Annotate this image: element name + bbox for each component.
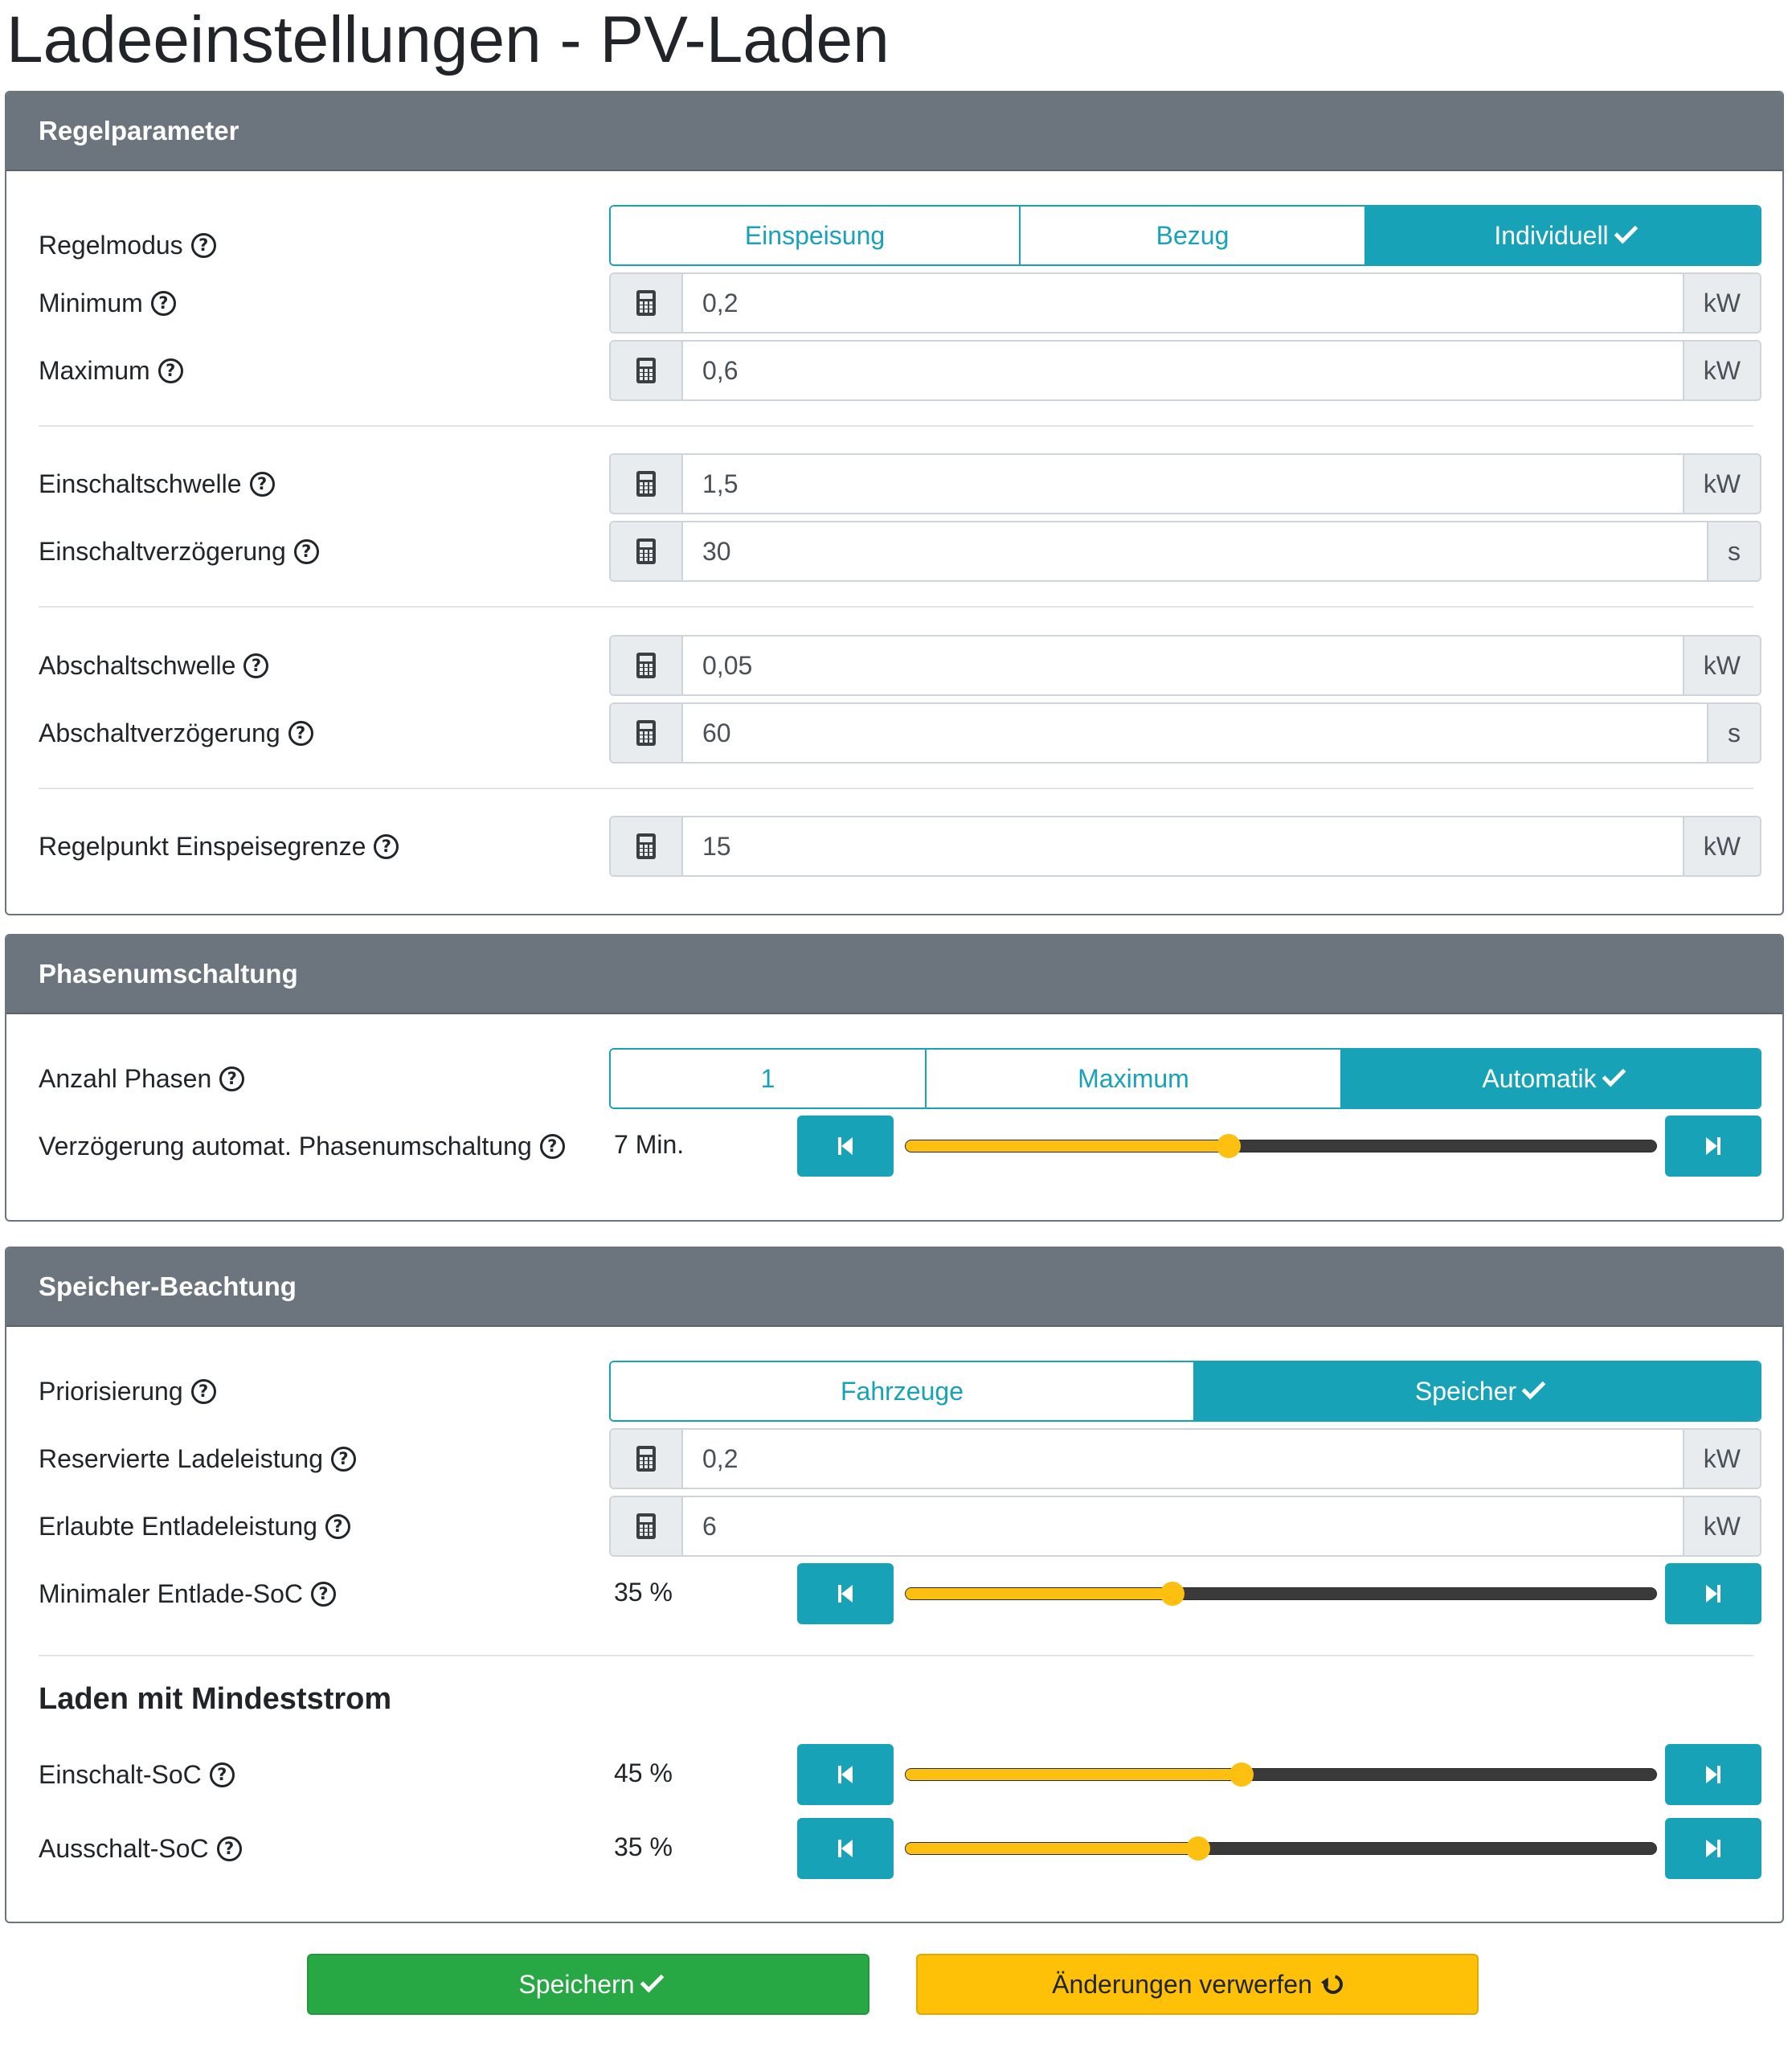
help-icon[interactable]: ?	[540, 1134, 565, 1159]
page-title: Ladeeinstellungen - PV-Laden	[6, 3, 890, 76]
abschaltschwelle-input-group	[609, 635, 1761, 696]
card-regelparameter	[5, 91, 1784, 915]
maximum-input-group	[609, 340, 1761, 401]
option-1[interactable]: 1	[611, 1050, 927, 1107]
option-speicher[interactable]: Speicher	[1195, 1362, 1760, 1420]
unit-label: s	[1707, 522, 1760, 580]
help-icon[interactable]: ?	[374, 834, 399, 859]
label-maximum: Maximum ?	[39, 340, 183, 401]
slider-thumb[interactable]	[1186, 1836, 1210, 1861]
calculator-icon	[611, 455, 683, 513]
label-einschaltverzoegerung: Einschaltverzögerung ?	[39, 521, 319, 582]
calculator-icon	[611, 1497, 683, 1555]
option-individuell[interactable]: Individuell	[1366, 207, 1760, 264]
check-icon	[1602, 1062, 1626, 1087]
label-erlaubte: Erlaubte Entladeleistung ?	[39, 1496, 350, 1557]
abschaltverzoegerung-input-group	[609, 702, 1761, 764]
card-header-regelparameter: Regelparameter	[6, 92, 1782, 171]
option-bezug[interactable]: Bezug	[1021, 207, 1366, 264]
help-icon[interactable]: ?	[325, 1514, 350, 1539]
label-minimum: Minimum ?	[39, 272, 176, 334]
help-icon[interactable]: ?	[158, 358, 183, 383]
check-icon	[1522, 1375, 1546, 1399]
discard-button[interactable]: Änderungen verwerfen	[916, 1954, 1479, 2015]
calculator-icon	[611, 704, 683, 762]
help-icon[interactable]: ?	[331, 1447, 356, 1472]
card-header-phasenumschaltung: Phasenumschaltung	[6, 935, 1782, 1014]
save-button[interactable]: Speichern	[307, 1954, 869, 2015]
card-speicher	[5, 1247, 1784, 1923]
help-icon[interactable]: ?	[151, 291, 176, 316]
increment-button[interactable]	[1665, 1116, 1761, 1177]
option-einspeisung[interactable]: Einspeisung	[611, 207, 1021, 264]
help-icon[interactable]: ?	[191, 1379, 216, 1404]
calculator-icon	[611, 342, 683, 399]
range-value: 45 %	[614, 1758, 673, 1787]
divider	[39, 606, 1753, 608]
unit-label: kW	[1683, 274, 1760, 332]
skip-forward-icon	[1706, 1840, 1720, 1857]
einschaltschwelle-input[interactable]: 1,5	[683, 455, 1683, 513]
regelmodus-toggle	[609, 205, 1761, 266]
skip-back-icon	[838, 1137, 853, 1155]
abschaltschwelle-input[interactable]: 0,05	[683, 637, 1683, 694]
regelpunkt-input-group	[609, 816, 1761, 877]
unit-label: kW	[1683, 637, 1760, 694]
label-anzahl-phasen: Anzahl Phasen ?	[39, 1048, 244, 1109]
skip-back-icon	[838, 1840, 853, 1857]
help-icon[interactable]: ?	[191, 233, 216, 258]
skip-back-icon	[838, 1585, 853, 1603]
verzoegerung-slider[interactable]	[905, 1140, 1657, 1152]
label-abschaltschwelle: Abschaltschwelle ?	[39, 635, 268, 696]
erlaubte-input-group	[609, 1496, 1761, 1557]
slider-thumb[interactable]	[1160, 1582, 1184, 1606]
label-priorisierung: Priorisierung ?	[39, 1361, 216, 1422]
undo-icon	[1319, 1971, 1346, 1998]
calculator-icon	[611, 817, 683, 875]
calculator-icon	[611, 637, 683, 694]
label-regelmodus: Regelmodus ?	[39, 215, 216, 276]
abschaltverzoegerung-input[interactable]: 60	[683, 704, 1707, 762]
einschaltverzoegerung-input-group	[609, 521, 1761, 582]
calculator-icon	[611, 1430, 683, 1488]
divider	[39, 788, 1753, 789]
help-icon[interactable]: ?	[294, 539, 319, 564]
help-icon[interactable]: ?	[217, 1836, 242, 1861]
unit-label: kW	[1683, 455, 1760, 513]
help-icon[interactable]: ?	[219, 1066, 244, 1091]
maximum-input[interactable]: 0,6	[683, 342, 1683, 399]
unit-label: kW	[1683, 1497, 1760, 1555]
card-header-speicher: Speicher-Beachtung	[6, 1248, 1782, 1327]
card-phasenumschaltung	[5, 934, 1784, 1222]
section-heading-mindeststrom: Laden mit Mindeststrom	[39, 1682, 392, 1716]
option-maximum[interactable]: Maximum	[927, 1050, 1342, 1107]
min-soc-slider[interactable]	[905, 1587, 1657, 1600]
einschaltschwelle-input-group	[609, 453, 1761, 514]
divider	[39, 425, 1753, 427]
regelpunkt-input[interactable]: 15	[683, 817, 1683, 875]
label-verzoegerung: Verzögerung automat. Phasenumschaltung ?	[39, 1116, 565, 1177]
label-ausschalt-soc: Ausschalt-SoC ?	[39, 1818, 242, 1879]
ausschalt-soc-slider[interactable]	[905, 1842, 1657, 1855]
check-icon	[1614, 219, 1638, 244]
unit-label: s	[1707, 704, 1760, 762]
minimum-input[interactable]: 0,2	[683, 274, 1683, 332]
minimum-input-group	[609, 272, 1761, 334]
skip-forward-icon	[1706, 1766, 1720, 1783]
skip-forward-icon	[1706, 1137, 1720, 1155]
increment-button[interactable]	[1665, 1744, 1761, 1805]
priorisierung-toggle	[609, 1361, 1761, 1422]
label-einschaltschwelle: Einschaltschwelle ?	[39, 453, 275, 514]
range-value: 35 %	[614, 1578, 673, 1607]
skip-forward-icon	[1706, 1585, 1720, 1603]
slider-thumb[interactable]	[1229, 1762, 1254, 1787]
increment-button[interactable]	[1665, 1563, 1761, 1624]
decrement-button[interactable]	[797, 1818, 894, 1879]
check-icon	[640, 1968, 664, 1992]
reservierte-input-group	[609, 1428, 1761, 1489]
einschaltverzoegerung-input[interactable]: 30	[683, 522, 1707, 580]
range-value: 35 %	[614, 1832, 673, 1861]
label-einschalt-soc: Einschalt-SoC ?	[39, 1744, 235, 1805]
increment-button[interactable]	[1665, 1818, 1761, 1879]
label-min-soc: Minimaler Entlade-SoC ?	[39, 1563, 336, 1624]
label-regelpunkt: Regelpunkt Einspeisegrenze ?	[39, 816, 399, 877]
label-reservierte: Reservierte Ladeleistung ?	[39, 1428, 356, 1489]
skip-back-icon	[838, 1766, 853, 1783]
unit-label: kW	[1683, 1430, 1760, 1488]
decrement-button[interactable]	[797, 1563, 894, 1624]
reservierte-input[interactable]: 0,2	[683, 1430, 1683, 1488]
unit-label: kW	[1683, 342, 1760, 399]
label-abschaltverzoegerung: Abschaltverzögerung ?	[39, 702, 313, 764]
range-value: 7 Min.	[614, 1130, 685, 1159]
help-icon[interactable]: ?	[311, 1582, 336, 1607]
help-icon[interactable]: ?	[210, 1762, 235, 1787]
anzahl-phasen-toggle	[609, 1048, 1761, 1109]
calculator-icon	[611, 522, 683, 580]
divider	[39, 1655, 1753, 1656]
unit-label: kW	[1683, 817, 1760, 875]
calculator-icon	[611, 274, 683, 332]
slider-thumb[interactable]	[1217, 1134, 1241, 1158]
erlaubte-input[interactable]: 6	[683, 1497, 1683, 1555]
help-icon[interactable]: ?	[288, 721, 313, 746]
option-automatik[interactable]: Automatik	[1342, 1050, 1760, 1107]
help-icon[interactable]: ?	[243, 653, 268, 678]
einschalt-soc-slider[interactable]	[905, 1768, 1657, 1781]
decrement-button[interactable]	[797, 1744, 894, 1805]
option-fahrzeuge[interactable]: Fahrzeuge	[611, 1362, 1195, 1420]
decrement-button[interactable]	[797, 1116, 894, 1177]
help-icon[interactable]: ?	[250, 472, 275, 497]
